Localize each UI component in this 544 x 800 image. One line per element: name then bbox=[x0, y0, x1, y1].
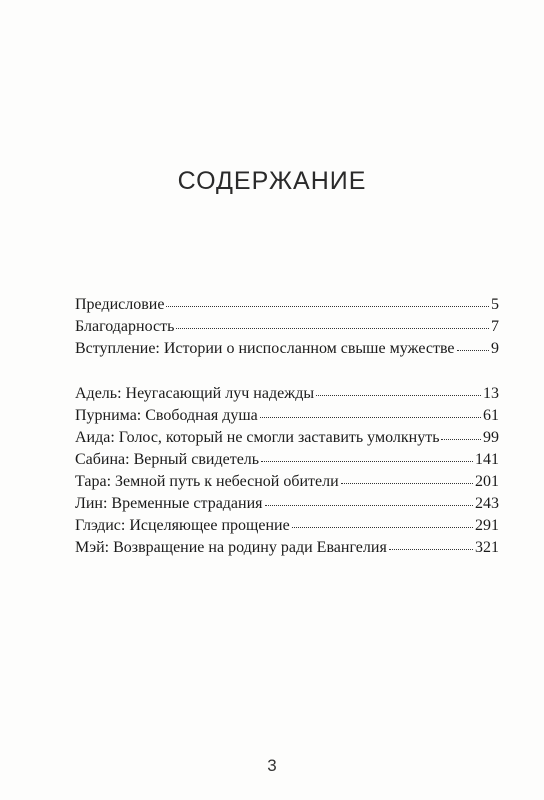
toc-entry[interactable] bbox=[75, 383, 499, 405]
toc-entry-page: 13 bbox=[483, 385, 499, 402]
toc-entry-label: Мэй: Возвращение на родину ради Евангелия bbox=[75, 539, 387, 556]
toc-leader-dots bbox=[457, 349, 490, 351]
toc-entry-page: 61 bbox=[483, 407, 499, 424]
toc-leader-dots bbox=[176, 327, 489, 329]
page-title: СОДЕРЖАНИЕ bbox=[177, 166, 367, 195]
toc-entry-page: 9 bbox=[491, 340, 499, 357]
toc-entry-label: Предисловие bbox=[75, 296, 165, 313]
toc-entry-label: Аида: Голос, который не смогли заставить умолкнуть bbox=[75, 429, 440, 446]
toc-entry[interactable] bbox=[75, 427, 499, 449]
toc-entry-label: Пурнима: Свободная душа bbox=[75, 407, 258, 424]
toc-entry[interactable] bbox=[75, 537, 499, 559]
toc-entry-label: Глэдис: Исцеляющее прощение bbox=[75, 517, 290, 534]
toc-entry[interactable] bbox=[75, 294, 499, 316]
toc-leader-dots bbox=[265, 504, 473, 506]
toc-leader-dots bbox=[341, 482, 473, 484]
toc-entry-page: 291 bbox=[475, 517, 499, 534]
page-number: 3 bbox=[267, 756, 277, 775]
toc-entry-label: Сабина: Верный свидетель bbox=[75, 451, 260, 468]
toc-leader-dots bbox=[261, 460, 473, 462]
toc-chapters bbox=[75, 383, 499, 559]
toc-entry-label: Благодарность bbox=[75, 318, 175, 335]
toc-entry-page: 141 bbox=[475, 451, 499, 468]
toc-leader-dots bbox=[292, 526, 473, 528]
toc-entry-page: 5 bbox=[491, 296, 499, 313]
toc-entry[interactable] bbox=[75, 405, 499, 427]
toc-entry-label: Вступление: Истории о ниспосланном свыше мужестве bbox=[75, 340, 455, 357]
toc-leader-dots bbox=[441, 438, 481, 440]
toc-leader-dots bbox=[316, 394, 481, 396]
toc-entry-label: Тара: Земной путь к небесной обители bbox=[75, 473, 339, 490]
toc-entry-page: 99 bbox=[483, 429, 499, 446]
toc-entry-label: Адель: Неугасающий луч надежды bbox=[75, 385, 315, 402]
toc-entry[interactable] bbox=[75, 493, 499, 515]
toc-entry-page: 321 bbox=[475, 539, 499, 556]
toc-entry[interactable] bbox=[75, 338, 499, 360]
toc-leader-dots bbox=[389, 548, 473, 550]
toc-entry[interactable] bbox=[75, 316, 499, 338]
toc-front-matter bbox=[75, 294, 499, 360]
toc-entry[interactable] bbox=[75, 449, 499, 471]
toc-entry-page: 7 bbox=[491, 318, 499, 335]
toc-entry[interactable] bbox=[75, 515, 499, 537]
toc-leader-dots bbox=[260, 416, 481, 418]
toc-entry[interactable] bbox=[75, 471, 499, 493]
toc-entry-page: 201 bbox=[475, 473, 499, 490]
toc-entry-label: Лин: Временные страдания bbox=[75, 495, 263, 512]
toc-leader-dots bbox=[166, 305, 489, 307]
toc-entry-page: 243 bbox=[475, 495, 499, 512]
